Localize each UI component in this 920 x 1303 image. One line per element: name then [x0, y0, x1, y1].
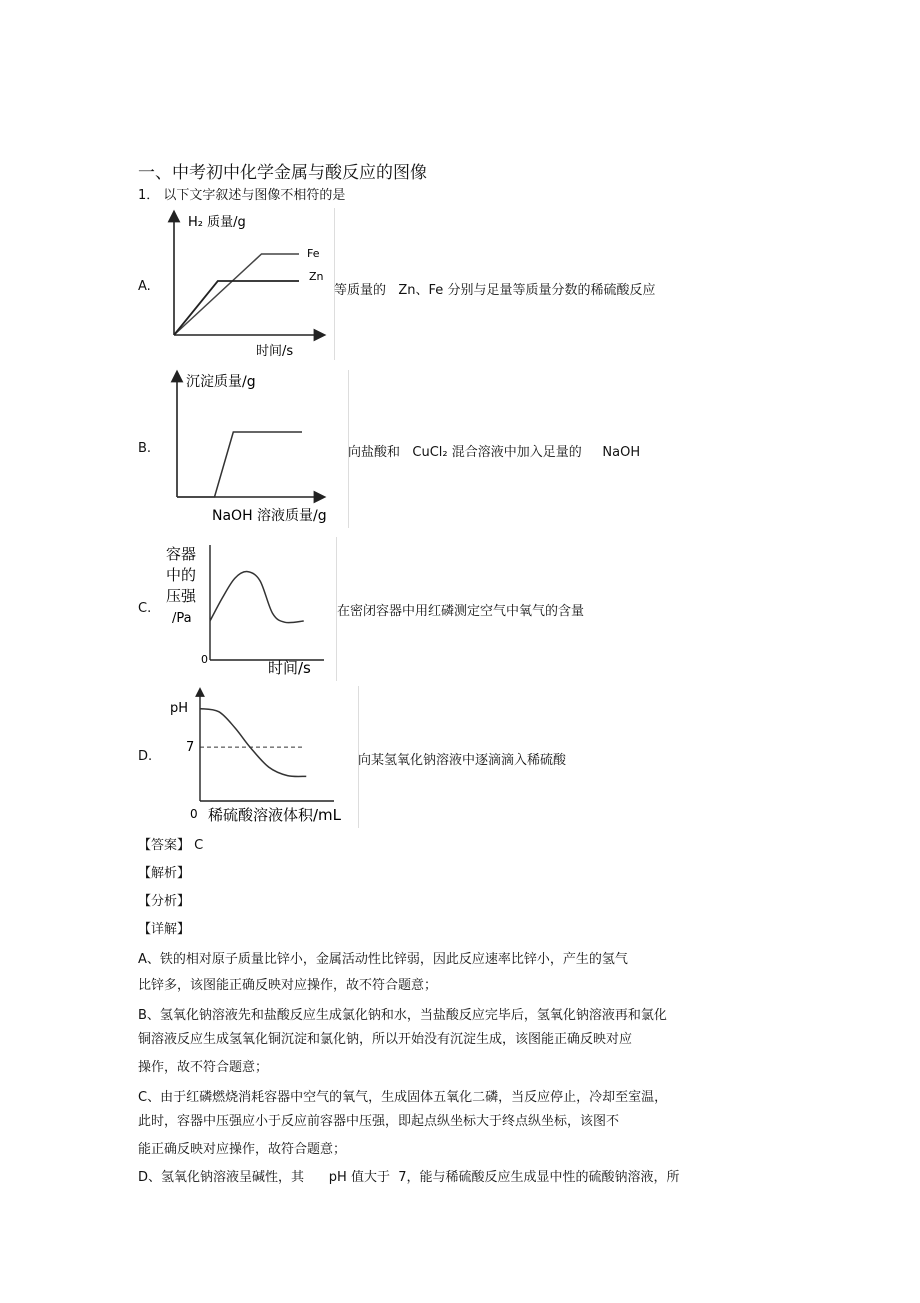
question-stem: 1． 以下文字叙述与图像不相符的是	[138, 188, 346, 203]
option-c-y-label-line-2: 中的	[166, 566, 197, 584]
option-b-text: 向盐酸和 CuCl₂ 混合溶液中加入足量的 NaOH	[348, 445, 641, 460]
option-d-tick-7: 7	[186, 740, 195, 756]
option-a-letter: A.	[138, 279, 151, 294]
explain-b-line-1: B、氢氧化钠溶液先和盐酸反应生成氯化钠和水，当盐酸反应完毕后，氢氧化钠溶液再和氯化	[138, 1008, 667, 1023]
option-d-text: 向某氢氧化钠溶液中逐滴滴入稀硫酸	[358, 753, 567, 768]
option-a-legend-zn: Zn	[309, 270, 324, 283]
option-a-graph	[160, 208, 335, 360]
option-c-y-label-line-3: 压强	[166, 587, 197, 605]
option-a-y-label: H₂ 质量/g	[188, 215, 246, 230]
option-b-letter: B.	[138, 441, 152, 456]
option-a-legend-fe: Fe	[307, 247, 320, 260]
analysis-label: 【解析】	[138, 866, 191, 881]
option-a-text: 等质量的 Zn、Fe 分别与足量等质量分数的稀硫酸反应	[334, 283, 656, 298]
option-a-series-fe	[174, 254, 299, 335]
option-b-x-label: NaOH 溶液质量/g	[212, 508, 327, 524]
option-c-graph	[164, 537, 337, 681]
option-d-y-label: pH	[170, 701, 189, 716]
explain-a-line-1: A、铁的相对原子质量比锌小，金属活动性比锌弱，因此反应速率比锌小，产生的氢气	[138, 952, 628, 967]
option-b-graph	[164, 370, 349, 528]
option-c-y-label-line-4: /Pa	[172, 611, 192, 626]
option-c-origin: 0	[201, 653, 208, 666]
explain-a-line-2: 比锌多，该图能正确反映对应操作，故不符合题意；	[138, 978, 438, 993]
explain-d-line-1: D、氢氧化钠溶液呈碱性，其 pH 值大于 7，能与稀硫酸反应生成显中性的硫酸钠溶液，所	[138, 1170, 680, 1185]
option-c-x-label: 时间/s	[268, 659, 311, 677]
option-b-series	[177, 432, 302, 497]
option-d-graph	[164, 686, 359, 828]
section-title: 一、中考初中化学金属与酸反应的图像	[138, 163, 427, 183]
explain-c-line-1: C、由于红磷燃烧消耗容器中空气的氧气，生成固体五氧化二磷，当反应停止，冷却至室温，	[138, 1090, 668, 1105]
option-d-origin: 0	[190, 807, 198, 821]
explain-c-line-2: 此时，容器中压强应小于反应前容器中压强，即起点纵坐标大于终点纵坐标，该图不	[138, 1114, 620, 1129]
explain-b-line-3: 操作，故不符合题意；	[138, 1060, 269, 1075]
option-d-letter: D.	[138, 749, 153, 764]
option-b-y-label: 沉淀质量/g	[186, 374, 256, 390]
option-c-letter: C.	[138, 601, 152, 616]
option-c-y-label-line-1: 容器	[166, 545, 197, 563]
explain-c-line-3: 能正确反映对应操作，故符合题意；	[138, 1142, 347, 1157]
detail-label: 【详解】	[138, 922, 191, 937]
fenxi-label: 【分析】	[138, 894, 191, 909]
option-c-text: 在密闭容器中用红磷测定空气中氧气的含量	[337, 604, 585, 619]
explain-b-line-2: 铜溶液反应生成氢氧化铜沉淀和氯化钠，所以开始没有沉淀生成，该图能正确反映对应	[138, 1032, 633, 1047]
option-a-x-label: 时间/s	[256, 344, 294, 359]
option-d-series	[200, 709, 306, 777]
option-a-series-zn	[174, 281, 299, 335]
option-c-series	[210, 572, 304, 623]
option-d-x-label: 稀硫酸溶液体积/mL	[208, 806, 342, 824]
answer-label: 【答案】 C	[138, 838, 204, 853]
